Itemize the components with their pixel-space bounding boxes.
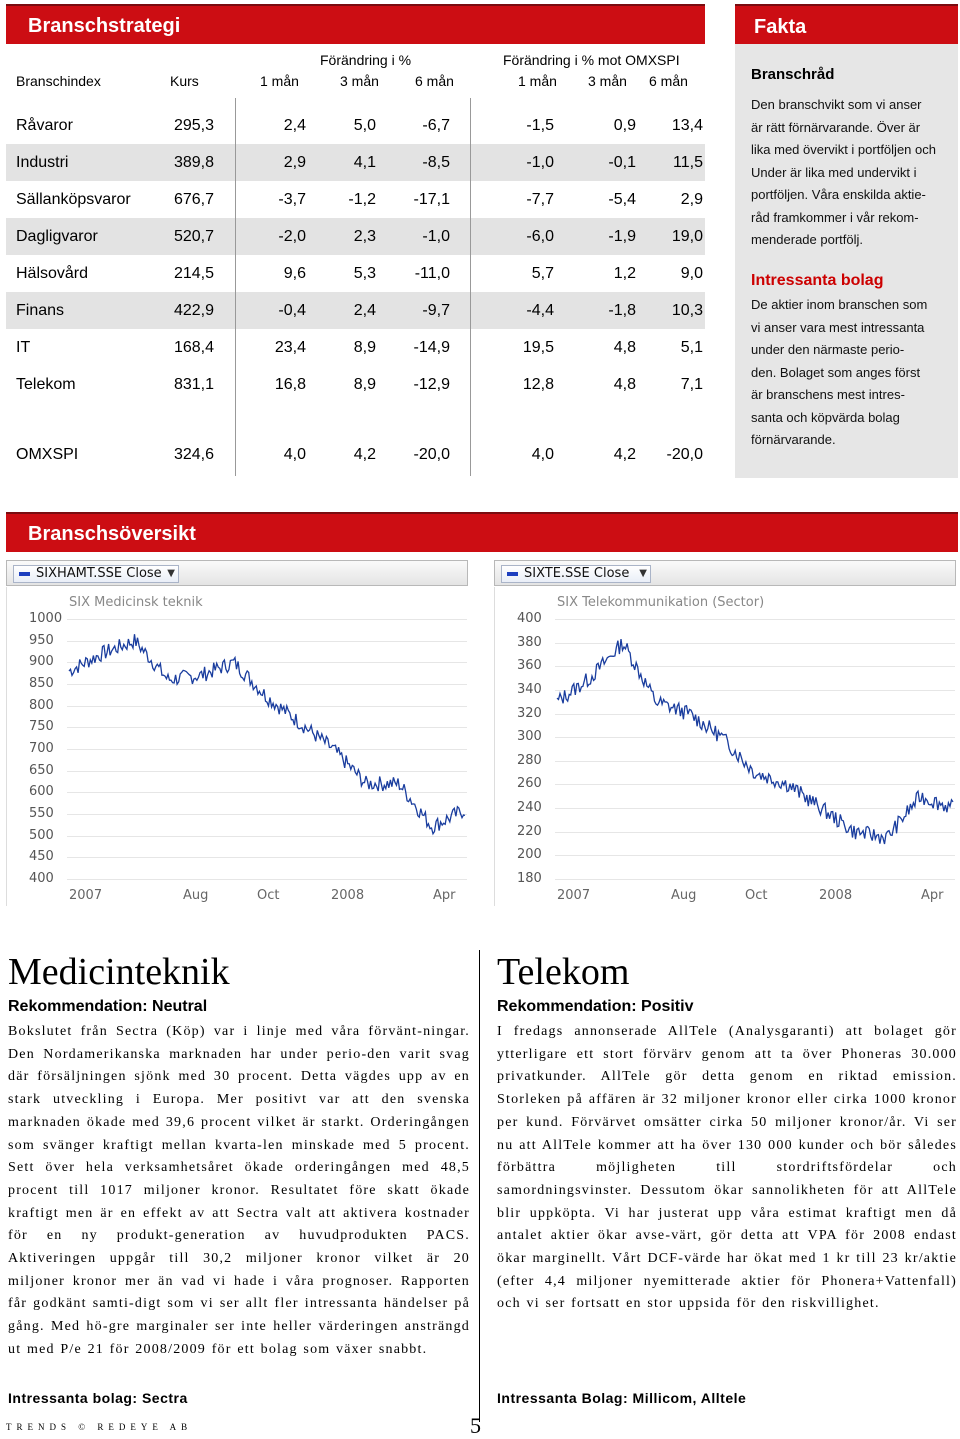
cell-m1: -0,4 bbox=[278, 302, 306, 319]
cell-m6: -1,0 bbox=[422, 228, 450, 245]
cell-m3: 5,3 bbox=[353, 265, 376, 282]
series-line bbox=[557, 639, 953, 844]
chevron-down-icon: ▼ bbox=[167, 568, 175, 579]
overview-header bbox=[6, 512, 958, 552]
fakta-line: menderade portfölj. bbox=[751, 232, 864, 247]
col-header-rel-1m: 1 mån bbox=[518, 73, 557, 89]
cell-r1: -1,5 bbox=[526, 117, 554, 134]
y-tick-label: 380 bbox=[517, 634, 542, 650]
x-tick-label: Aug bbox=[671, 888, 697, 903]
cell-m6: -17,1 bbox=[413, 191, 450, 208]
cell-name: Industri bbox=[16, 154, 69, 171]
overview-title: Branschsöversikt bbox=[28, 523, 196, 545]
cell-name: Hälsovård bbox=[16, 265, 89, 282]
cell-m1: 23,4 bbox=[274, 339, 306, 356]
ticker-label: SIXTE.SSE Close bbox=[524, 566, 630, 581]
cell-r6: 7,1 bbox=[680, 376, 703, 393]
article-title: Telekom bbox=[497, 951, 630, 993]
fakta-title: Fakta bbox=[754, 16, 807, 38]
cell-name: IT bbox=[16, 339, 31, 356]
fakta-line: Under är lika med undervikt i bbox=[751, 164, 917, 180]
x-tick-label: Apr bbox=[921, 888, 944, 903]
y-tick-label: 180 bbox=[517, 871, 542, 886]
chevron-down-icon: ▼ bbox=[639, 568, 647, 579]
cell-m6: -9,7 bbox=[422, 302, 450, 319]
cell-r3: 1,2 bbox=[613, 265, 636, 282]
x-tick-label: Oct bbox=[257, 888, 280, 903]
chart-plot bbox=[6, 587, 468, 906]
article-title: Medicinteknik bbox=[8, 951, 230, 993]
cell-r1: -6,0 bbox=[526, 228, 554, 245]
fakta-line: förnärvarande. bbox=[751, 432, 836, 447]
y-tick-label: 950 bbox=[29, 632, 54, 648]
cell-r1: 12,8 bbox=[522, 376, 554, 393]
y-tick-label: 260 bbox=[517, 776, 542, 792]
y-tick-label: 400 bbox=[517, 611, 542, 626]
branschrad-text bbox=[751, 94, 956, 252]
fakta-line: santa och köpvärda bolag bbox=[751, 409, 900, 425]
branschrad-title: Branschråd bbox=[751, 66, 835, 83]
cell-r6: 2,9 bbox=[680, 191, 703, 208]
col-header-3m: 3 mån bbox=[340, 73, 379, 89]
col-header-index: Branschindex bbox=[16, 73, 101, 89]
cell-m1: 4,0 bbox=[283, 446, 306, 463]
cell-kurs: 214,5 bbox=[173, 265, 214, 282]
x-tick-label: 2007 bbox=[69, 888, 103, 903]
cell-name: OMXSPI bbox=[16, 446, 79, 463]
cell-kurs: 324,6 bbox=[173, 446, 214, 463]
chart-title: SIX Telekommunikation (Sector) bbox=[557, 595, 765, 610]
column-divider bbox=[235, 98, 236, 476]
cell-r1: 5,7 bbox=[531, 265, 554, 282]
x-tick-label: Apr bbox=[433, 888, 456, 903]
article-recommendation: Rekommendation: Neutral bbox=[8, 998, 208, 1015]
cell-r3: 4,2 bbox=[613, 446, 636, 463]
y-tick-label: 400 bbox=[29, 871, 54, 886]
cell-m1: 2,4 bbox=[283, 117, 306, 134]
cell-m6: -14,9 bbox=[413, 339, 450, 356]
cell-m3: 5,0 bbox=[353, 117, 376, 134]
y-tick-label: 280 bbox=[517, 752, 542, 768]
footer-publisher: TRENDS © REDEYE AB bbox=[6, 1422, 193, 1432]
strategy-table bbox=[6, 44, 705, 476]
fakta-line: vi anser vara mest intressanta bbox=[751, 319, 925, 335]
fakta-line: De aktier inom branschen som bbox=[751, 297, 928, 312]
cell-r1: 4,0 bbox=[531, 446, 554, 463]
ticker-select[interactable] bbox=[501, 565, 651, 583]
cell-m3: -1,2 bbox=[348, 191, 376, 208]
chart-svg bbox=[7, 587, 469, 906]
cell-r1: 19,5 bbox=[522, 339, 554, 356]
cell-m3: 4,2 bbox=[353, 446, 376, 463]
chart-plot bbox=[494, 587, 956, 906]
cell-kurs: 422,9 bbox=[173, 302, 214, 319]
cell-name: Finans bbox=[16, 302, 65, 319]
cell-m3: 2,4 bbox=[353, 302, 376, 319]
column-divider bbox=[479, 950, 480, 1422]
cell-r3: 0,9 bbox=[613, 117, 636, 134]
strategy-header bbox=[6, 4, 705, 44]
article-telekom bbox=[497, 950, 957, 1316]
y-tick-label: 800 bbox=[29, 697, 54, 713]
y-tick-label: 650 bbox=[29, 762, 54, 778]
cell-m6: -11,0 bbox=[414, 265, 450, 282]
fakta-line: är rätt förnärvarande. Över är bbox=[751, 119, 921, 135]
fakta-line: Den branschvikt som vi anser bbox=[751, 97, 922, 112]
cell-m1: 2,9 bbox=[283, 154, 306, 171]
article-body: I fredags annonserade AllTele (Analysgaranti) att bolaget gör ytterligare ett stort förvärv genom att ta över Phoneras 30.000 privatkunder. AllTele gör detta genom en riktad emission. Storleken på affären är 32 miljoner kronor eller cirka 1000 kronor per kund. Förvärvet omsätter cirka 50 miljoner kronor/år. Vi ser nu att AllTele kommer att ha över 130 000 kunder och bör således förbättra möjligheten till stordriftsfördelar och samordningsvinster. Dessutom ökar sannolikheten för att AllTele blir uppköpta. Vi har justerat upp våra estimat kraftigt men då antalet aktier ökar avse-värt, gör detta att VPA för 2008 endast ökar marginellt. Vårt DCF-värde har ökat med 1 kr till 23 kr/aktie (efter 4,4 miljoner nyemitterade aktier för Phonera+Vattenfall) och vi ser fortsatt en stor uppsida för den riskvillighet. bbox=[497, 1024, 957, 1312]
cell-name: Telekom bbox=[16, 376, 76, 393]
cell-m1: 9,6 bbox=[283, 265, 306, 282]
y-tick-label: 240 bbox=[517, 800, 542, 816]
fakta-line: lika med övervikt i portföljen och bbox=[751, 142, 936, 157]
cell-name: Råvaror bbox=[16, 117, 73, 134]
page-number: 5 bbox=[470, 1413, 481, 1438]
col-header-1m: 1 mån bbox=[260, 73, 299, 89]
chart-svg bbox=[495, 587, 957, 906]
cell-r1: -1,0 bbox=[526, 154, 554, 171]
y-tick-label: 600 bbox=[29, 784, 54, 800]
cell-m6: -6,7 bbox=[422, 117, 450, 134]
cell-m3: 8,9 bbox=[353, 339, 376, 356]
col-header-kurs: Kurs bbox=[170, 73, 199, 89]
fakta-panel bbox=[735, 4, 958, 478]
table-row bbox=[6, 181, 705, 218]
col-header-6m: 6 mån bbox=[415, 73, 454, 89]
ticker-label: SIXHAMT.SSE Close bbox=[36, 566, 162, 581]
y-tick-label: 750 bbox=[29, 719, 54, 735]
group-header-change-vs-omx: Förändring i % mot OMXSPI bbox=[503, 52, 680, 68]
chart-toolbar bbox=[6, 560, 468, 586]
y-tick-label: 340 bbox=[517, 681, 542, 697]
article-medicinteknik bbox=[8, 950, 470, 1362]
cell-r3: -0,1 bbox=[608, 154, 636, 171]
y-tick-label: 360 bbox=[517, 658, 542, 674]
table-row bbox=[6, 366, 705, 403]
col-header-rel-6m: 6 mån bbox=[649, 73, 688, 89]
group-header-change: Förändring i % bbox=[320, 52, 412, 68]
cell-m1: -2,0 bbox=[278, 228, 306, 245]
fakta-line: portföljen. Våra enskilda aktie- bbox=[751, 187, 926, 202]
cell-m3: 2,3 bbox=[353, 228, 376, 245]
cell-kurs: 295,3 bbox=[173, 117, 214, 134]
intressanta-bolag-text bbox=[751, 294, 956, 452]
cell-m1: -3,7 bbox=[278, 191, 306, 208]
cell-m6: -12,9 bbox=[413, 376, 450, 393]
cell-m1: 16,8 bbox=[274, 376, 306, 393]
x-tick-label: Aug bbox=[183, 888, 209, 903]
y-tick-label: 850 bbox=[29, 676, 54, 691]
cell-m3: 8,9 bbox=[353, 376, 376, 393]
table-row bbox=[6, 218, 705, 255]
cell-r3: 4,8 bbox=[613, 376, 636, 393]
cell-name: Dagligvaror bbox=[16, 228, 98, 245]
y-tick-label: 1000 bbox=[29, 611, 63, 626]
y-tick-label: 900 bbox=[29, 654, 54, 670]
fakta-line: råd framkommer i vår rekom- bbox=[751, 209, 919, 225]
series-swatch bbox=[19, 572, 30, 576]
cell-r1: -7,7 bbox=[526, 191, 554, 208]
cell-r1: -4,4 bbox=[526, 302, 554, 319]
y-tick-label: 500 bbox=[29, 827, 54, 843]
cell-kurs: 168,4 bbox=[173, 339, 214, 356]
cell-r3: -5,4 bbox=[608, 191, 636, 208]
table-row bbox=[6, 329, 705, 366]
fakta-line: under den närmaste perio- bbox=[751, 342, 905, 357]
y-tick-label: 320 bbox=[517, 705, 542, 721]
cell-kurs: 520,7 bbox=[173, 228, 214, 245]
article-recommendation: Rekommendation: Positiv bbox=[497, 998, 694, 1015]
fakta-header bbox=[735, 4, 958, 44]
y-tick-label: 220 bbox=[517, 823, 542, 839]
article-footer-telekom: Intressanta Bolag: Millicom, Alltele bbox=[497, 1390, 747, 1406]
cell-r6: 19,0 bbox=[671, 228, 703, 245]
cell-m6: -20,0 bbox=[413, 446, 450, 463]
cell-r3: 4,8 bbox=[613, 339, 636, 356]
cell-kurs: 676,7 bbox=[173, 191, 214, 208]
cell-r3: -1,8 bbox=[608, 302, 636, 319]
cell-kurs: 389,8 bbox=[173, 154, 214, 171]
y-tick-label: 300 bbox=[517, 729, 542, 745]
strategy-title: Branschstrategi bbox=[28, 15, 181, 37]
chart-telekommunikation bbox=[494, 560, 956, 906]
chart-toolbar bbox=[494, 560, 956, 586]
x-tick-label: Oct bbox=[745, 888, 768, 903]
table-row bbox=[6, 292, 705, 329]
column-divider bbox=[470, 98, 471, 476]
cell-r6: 10,3 bbox=[671, 302, 703, 319]
cell-m6: -8,5 bbox=[422, 154, 450, 171]
cell-r6: 13,4 bbox=[671, 117, 703, 134]
cell-name: Sällanköpsvaror bbox=[16, 191, 131, 208]
series-line bbox=[69, 634, 465, 834]
cell-r6: 11,5 bbox=[673, 154, 703, 171]
fakta-line: den. Bolaget som anges först bbox=[751, 364, 921, 380]
cell-r3: -1,9 bbox=[608, 228, 636, 245]
chart-title: SIX Medicinsk teknik bbox=[69, 595, 203, 610]
x-tick-label: 2008 bbox=[331, 888, 365, 903]
cell-r6: -20,0 bbox=[666, 446, 703, 463]
cell-r6: 9,0 bbox=[680, 265, 703, 282]
y-tick-label: 200 bbox=[517, 847, 542, 863]
table-row-omxspi bbox=[6, 436, 705, 473]
y-tick-label: 450 bbox=[29, 849, 54, 865]
article-body: Bokslutet från Sectra (Köp) var i linje med våra förvänt-ningar. Den Nordamerikanska marknaden har under perio-den varit svag där försäljningen sjönk med 30 procent. Detta vägdes upp av en stark utveckling i Europa. Mer positivt var att den svenska marknaden ökade med 39,6 procent vilket är starkt. Orderingången som svänger kraftigt mellan kvarta-len minskade med 5 procent. Sett över hela verksamhetsåret ökade orderingången med 48,5 procent till 1017 miljoner kronor. Resultatet före skatt ökade kraftigt men är en effekt av att Sectra valt att aktivera kostnader för en ny produkt-generation av huvudprodukten PACS. Aktiveringen uppgår till 30,2 miljoner kronor vilket är 20 miljoner kronor mer än vad vi hade i våra prognoser. Rapporten får godkänt samti-digt som vi ser allt fler intressanta händelser på gång. Med hö-gre marginaler ser inte heller värderingen ansträngd ut med P/e 21 för 2008/2009 för ett bolag som växer snabbt. bbox=[8, 1024, 470, 1357]
col-header-rel-3m: 3 mån bbox=[588, 73, 627, 89]
table-row bbox=[6, 107, 705, 144]
x-tick-label: 2007 bbox=[557, 888, 591, 903]
intressanta-bolag-title: Intressanta bolag bbox=[751, 272, 884, 289]
x-tick-label: 2008 bbox=[819, 888, 853, 903]
table-row bbox=[6, 144, 705, 181]
article-footer-sectra: Intressanta bolag: Sectra bbox=[8, 1390, 188, 1406]
cell-r6: 5,1 bbox=[680, 339, 703, 356]
chart-medicinsk-teknik bbox=[6, 560, 468, 906]
table-row bbox=[6, 255, 705, 292]
y-tick-label: 700 bbox=[29, 741, 54, 756]
y-tick-label: 550 bbox=[29, 806, 54, 821]
ticker-select[interactable] bbox=[13, 565, 179, 583]
cell-kurs: 831,1 bbox=[173, 376, 214, 393]
series-swatch bbox=[507, 572, 518, 576]
fakta-line: är branschens mest intres- bbox=[751, 387, 905, 402]
cell-m3: 4,1 bbox=[353, 154, 376, 171]
